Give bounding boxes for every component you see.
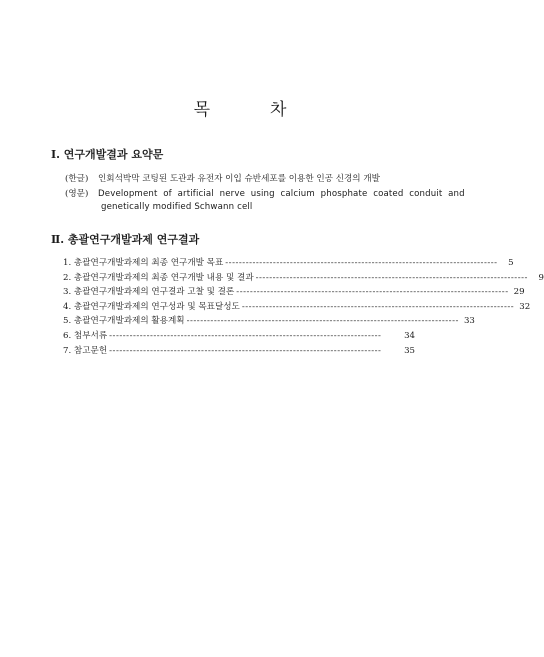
- toc-label: 2. 총괄연구개발과제의 최종 연구개발 내용 및 결과: [63, 272, 254, 283]
- section-2-heading: Ⅱ. 총괄연구개발과제 연구결과: [51, 233, 200, 246]
- english-title-line-2: genetically modified Schwann cell: [101, 202, 253, 212]
- toc-leader: --------------------------------------------------------------------------------: [225, 258, 498, 268]
- english-title-line: [65, 187, 465, 199]
- toc-page-number: 32: [519, 301, 531, 312]
- table-of-contents: [63, 256, 544, 358]
- toc-label: 5. 총괄연구개발과제의 활용계획: [63, 316, 185, 327]
- page-title: [0, 95, 480, 120]
- english-title-line-1: Development of artificial nerve using calcium phosphate coated conduit and: [98, 189, 465, 199]
- toc-leader: --------------------------------------------------------------------------------: [255, 272, 528, 283]
- title-char-1: 목: [193, 100, 210, 120]
- toc-leader: --------------------------------------------------------------------------------: [109, 345, 382, 356]
- korean-title: 인회석박막 코팅된 도관과 유전자 이입 슈반세포를 이용한 인공 신경의 개발: [98, 174, 380, 184]
- toc-row: [63, 329, 415, 344]
- toc-row: [63, 256, 514, 271]
- toc-row: [63, 314, 475, 329]
- toc-row: [63, 300, 531, 315]
- toc-row: [63, 285, 525, 300]
- toc-leader: --------------------------------------------------------------------------------: [236, 287, 509, 298]
- korean-label: (한글): [65, 174, 89, 184]
- toc-row: [63, 271, 544, 286]
- toc-page-number: 33: [463, 316, 475, 327]
- toc-label: 1. 총괄연구개발과제의 최종 연구개발 목표: [63, 258, 224, 268]
- toc-page-number: 35: [404, 345, 415, 356]
- toc-label: 7. 참고문헌: [63, 345, 108, 356]
- section-1-heading: Ⅰ. 연구개발결과 요약문: [51, 148, 164, 161]
- korean-title-line: [65, 172, 380, 184]
- toc-label: 6. 첨부서류: [63, 330, 108, 341]
- toc-label: 4. 총괄연구개발과제의 연구성과 및 목표달성도: [63, 301, 240, 312]
- toc-row: [63, 344, 415, 359]
- title-char-2: 차: [270, 100, 287, 120]
- toc-leader: --------------------------------------------------------------------------------: [241, 301, 515, 312]
- toc-page-number: 29: [513, 287, 525, 298]
- toc-page-number: 5: [508, 258, 514, 268]
- english-label: (영문): [65, 189, 89, 199]
- toc-label: 3. 총괄연구개발과제의 연구결과 고찰 및 결론: [63, 287, 235, 298]
- toc-leader: --------------------------------------------------------------------------------: [186, 316, 459, 327]
- toc-leader: --------------------------------------------------------------------------------: [109, 330, 382, 341]
- toc-page-number: 9: [538, 272, 544, 283]
- toc-page-number: 34: [404, 330, 415, 341]
